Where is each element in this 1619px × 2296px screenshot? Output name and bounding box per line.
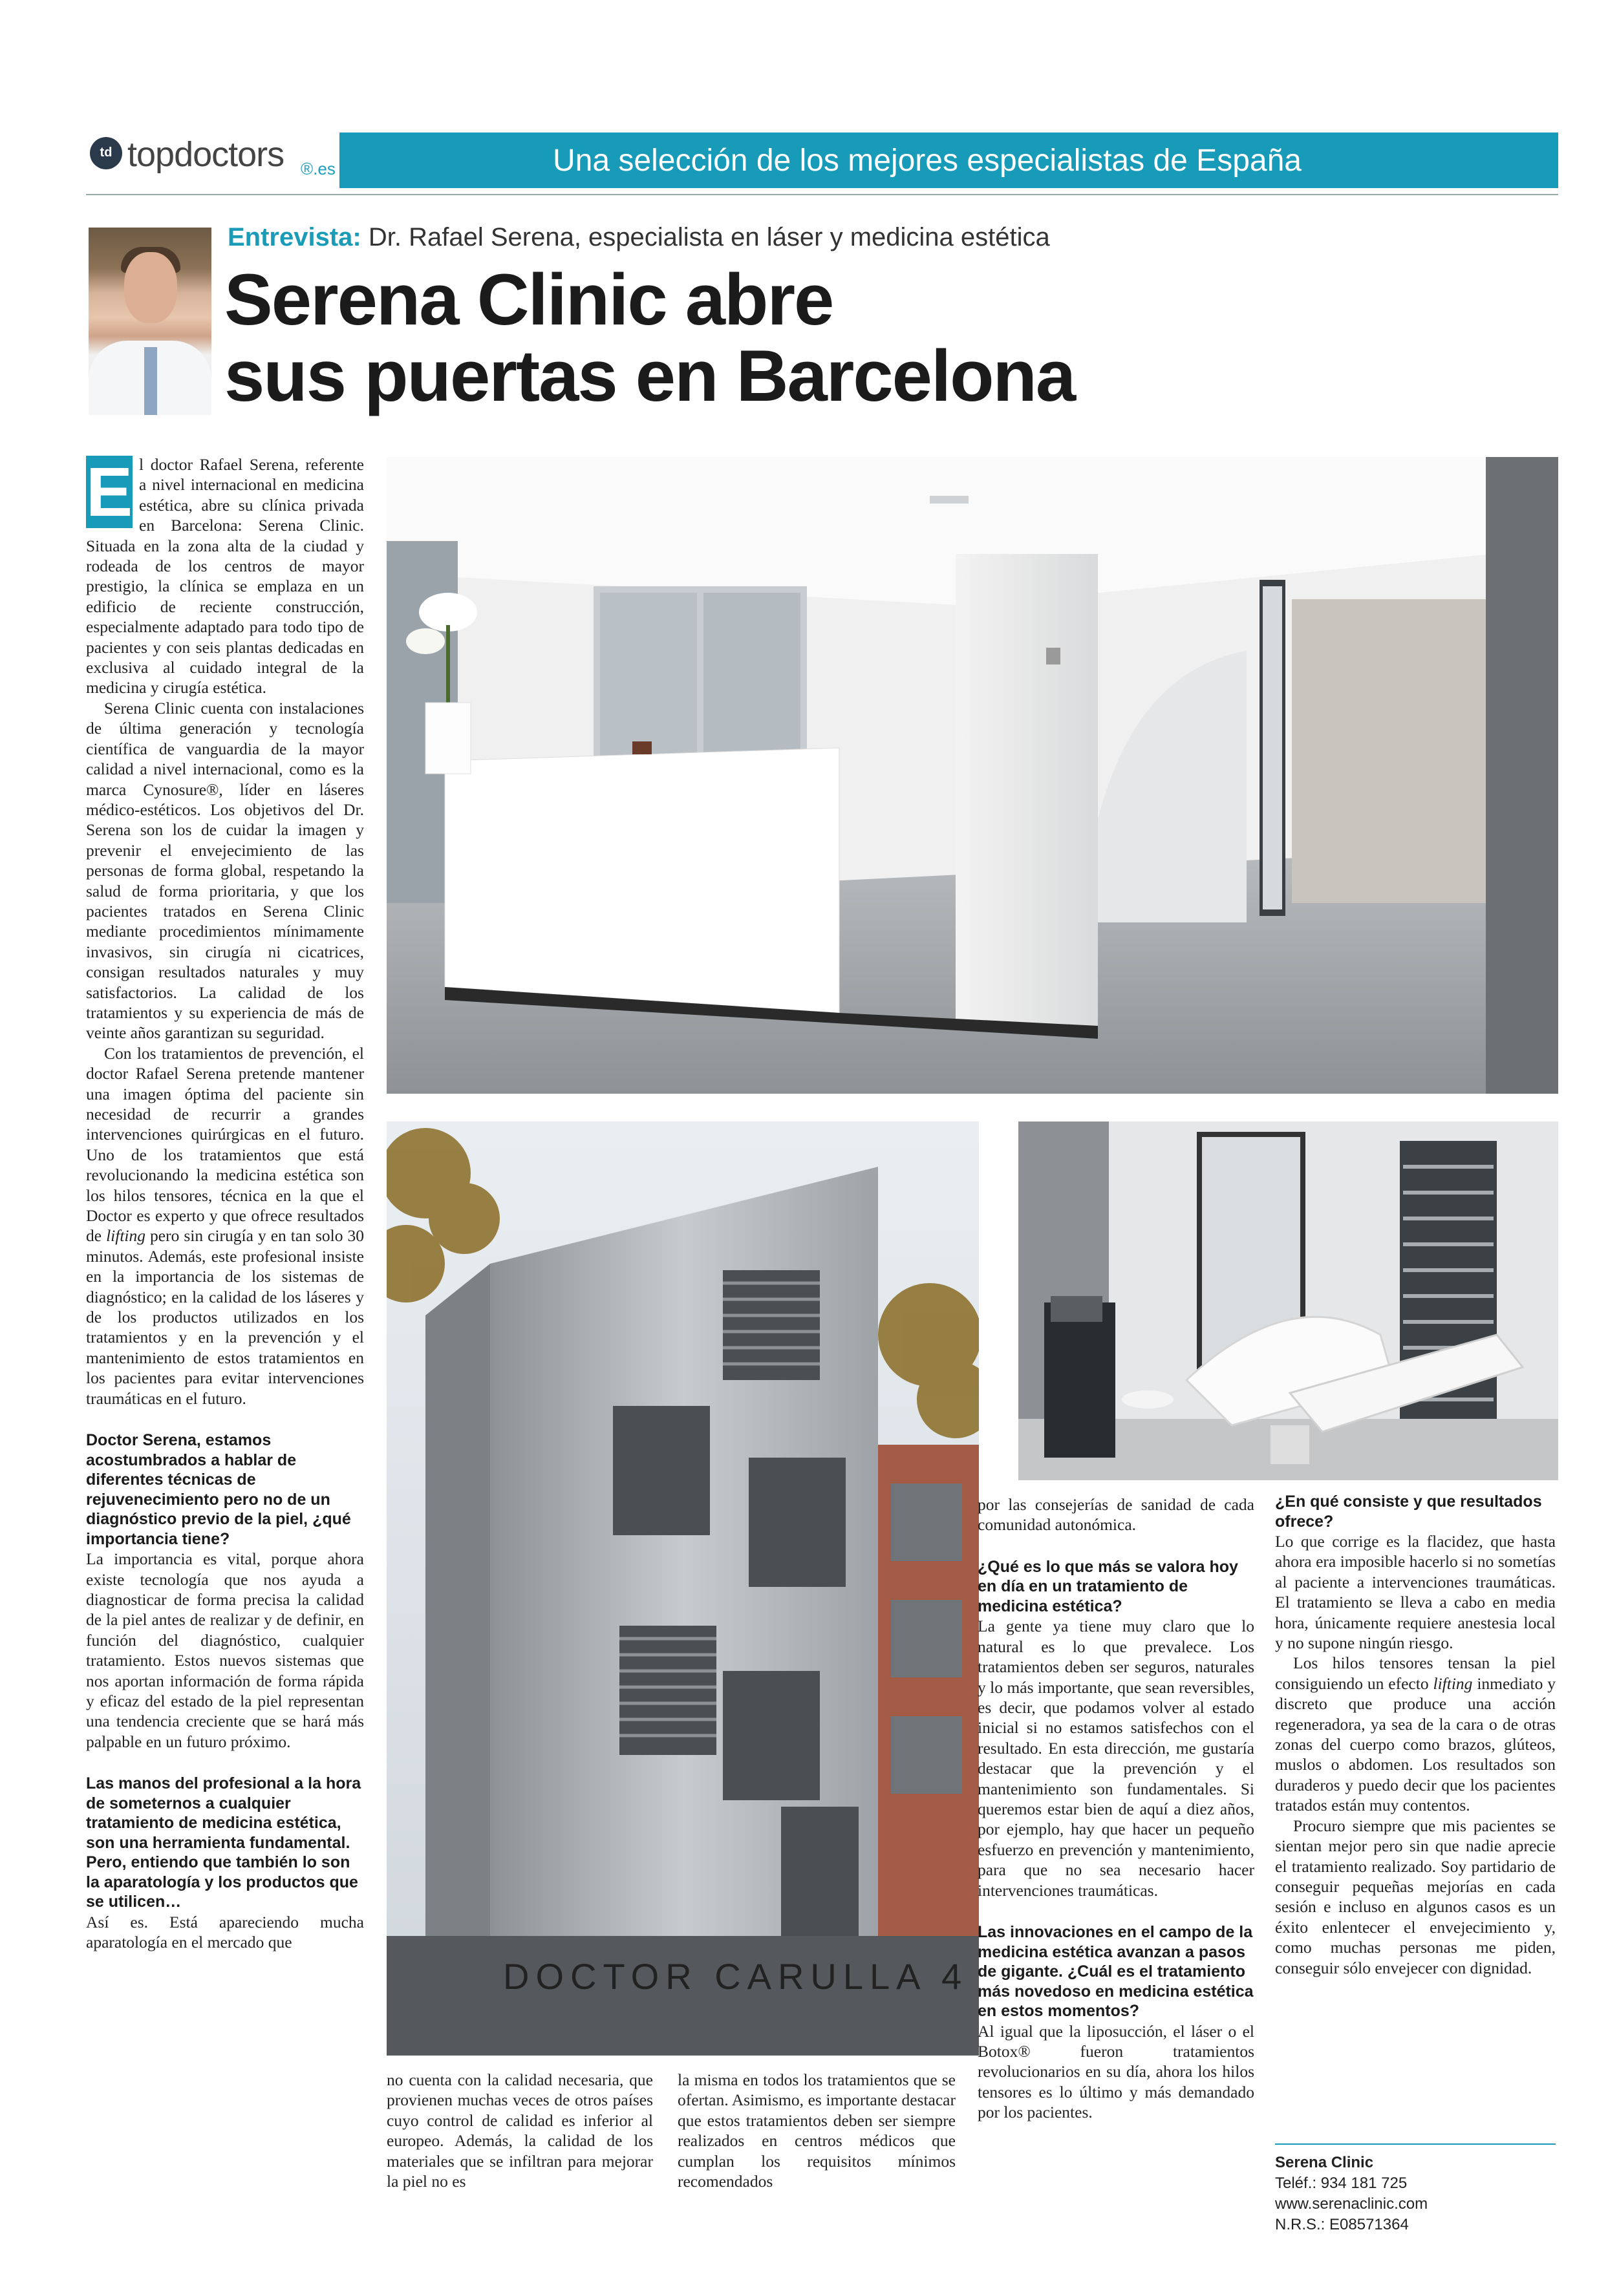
paragraph: E l doctor Rafael Serena, referente a nivel internacional en medicina estética, abre su clínica privada en Barcelona: Serena Clinic. Situada en la zona alta de la ciudad y rodeada de los centros de mayor prestigio, la clínica se emplaza en un edificio de reciente construcción, especialmente adaptado para todo tipo de pacientes y con seis plantas dedicadas en exclusiva al cuidado integral de la medicina y cirugía estética. (86, 452, 364, 697)
paragraph: por las consejerías de sanidad de cada comunidad autonómica. (978, 1495, 1254, 1535)
contact-nrs: N.R.S.: E08571364 (1275, 2216, 1409, 2233)
contact-name: Serena Clinic (1275, 2154, 1374, 2171)
article-column-2 (387, 2070, 653, 2191)
header-banner: Una selección de los mejores especialistas de España (339, 133, 1558, 188)
article-column-5 (1275, 1492, 1556, 1978)
treatment-room-photo (1018, 1121, 1558, 1480)
paragraph: Con los tratamientos de prevención, el doctor Rafael Serena pretende mantener una imagen óptima del paciente sin necesidad de recurrir a grandes intervenciones quirúrgicas en el futuro. Uno de los tratamientos que está revolucionando la medicina estética son los hilos tensores, técnica en la que el Doctor es experto y que ofrece resultados de lifting pero sin cirugía y en tan solo 30 minutos. Además, este profesional insiste en la importancia de los sistemas de diagnóstico; en la calidad de los láseres y de los productos utilizados en los tratamientos y en la prevención y el mantenimiento de estos tratamientos en los pacientes para evitar intervenciones traumáticas en el futuro. (86, 1043, 364, 1408)
paragraph: la misma en todos los tratamientos que se ofertan. Asimismo, es importante destacar que estos tratamientos deben ser siempre realizados en centros médicos que cumplan los requisitos mínimos recomendados (678, 2070, 956, 2191)
header-divider (86, 194, 1558, 195)
article-headline (224, 259, 1259, 416)
kicker-text: Dr. Rafael Serena, especialista en láser y medicina estética (361, 223, 1050, 251)
interview-question: Las manos del profesional a la hora de someternos a cualquier tratamiento de medicina estética, son una herramienta fundamental. Pero, entiendo que también lo son la aparatología y los productos que se utilicen… (86, 1774, 361, 1911)
interview-answer: La gente ya tiene muy claro que lo natural es lo que prevalece. Los tratamientos deben ser seguros, naturales y lo más importante, que sean reversibles, es decir, que podamos volver al estado inicial si no estamos satisfechos con el resultado. En esta dirección, me gustaría destacar que la prevención y el mantenimiento son fundamentales. Si queremos estar bien de aquí a diez años, por ejemplo, hay que hacer un pequeño esfuerzo en prevención y mantenimiento, para que no sea necesario hacer intervenciones traumáticas. (978, 1617, 1254, 1900)
article-column-3 (678, 2070, 956, 2191)
drop-cap: E (86, 452, 133, 531)
interview-answer: Así es. Está apareciendo mucha aparatología en el mercado que (86, 1912, 364, 1952)
headline-line-1: Serena Clinic abre (224, 259, 833, 340)
kicker-label: Entrevista: (228, 223, 361, 251)
contact-phone: Teléf.: 934 181 725 (1275, 2174, 1408, 2192)
interview-answer: Lo que corrige es la flacidez, que hasta ahora era imposible hacerlo si no sometías al paciente a intervenciones traumáticas. El tratamiento se lleva a cabo en media hora, únicamente requiere anestesia local y no supone ningún riesgo. (1275, 1532, 1556, 1653)
article-column-1 (86, 454, 364, 1952)
interview-question: Las innovaciones en el campo de la medicina estética avanzan a pasos de gigante. ¿Cuál es el tratamiento más novedoso en medicina estética en estos momentos? (978, 1923, 1254, 2020)
interview-question: ¿Qué es lo que más se valora hoy en día en un tratamiento de medicina estética? (978, 1557, 1238, 1615)
building-sign: DOCTOR CARULLA 4 (503, 1956, 969, 1997)
doctor-portrait-photo (89, 228, 211, 415)
contact-box (1275, 2152, 1556, 2235)
interview-question: Doctor Serena, estamos acostumbrados a hablar de diferentes técnicas de rejuvenecimiento pero no de un diagnóstico previo de la piel, ¿qué importancia tiene? (86, 1431, 351, 1548)
article-column-4 (978, 1494, 1254, 2123)
reception-photo (387, 457, 1558, 1094)
building-exterior-photo (387, 1121, 979, 2056)
headline-line-2: sus puertas en Barcelona (224, 335, 1075, 416)
logo-badge: td (90, 137, 122, 169)
paragraph: Los hilos tensores tensan la piel consiguiendo un efecto lifting inmediato y discreto que produce una acción regeneradora, ya sea de la cara o de otras zonas del cuerpo como brazos, glúteos, muslos o abdomen. Los resultados son duraderos y puedo decir que los pacientes tratados están muy contentos. (1275, 1653, 1556, 1815)
article-kicker (228, 223, 1050, 252)
contact-divider (1275, 2143, 1556, 2145)
contact-web: www.serenaclinic.com (1275, 2195, 1428, 2213)
logo-suffix: ®.es (301, 159, 336, 178)
logo-word: topdoctors (127, 135, 284, 174)
topdoctors-logo (86, 133, 336, 191)
interview-question: ¿En qué consiste y que resultados ofrece? (1275, 1493, 1542, 1531)
interview-answer: La importancia es vital, porque ahora existe tecnología que nos ayuda a diagnosticar de forma precisa la calidad de la piel antes de realizar y de definir, en función del diagnóstico, cualquier tratamiento. Estos nuevos sistemas que nos aportan información de forma rápida y eficaz del estado de la piel representan una tendencia creciente que se hará más palpable en un futuro próximo. (86, 1549, 364, 1751)
paragraph: Procuro siempre que mis pacientes se sientan mejor pero sin que nadie aprecie el tratamiento realizado. Soy partidario de conseguir pequeñas mejorías en cada sesión e incluso en algunos casos es un éxito enlentecer el envejecimiento y, como muchas personas me piden, conseguir sólo envejecer con dignidad. (1275, 1816, 1556, 1977)
paragraph: no cuenta con la calidad necesaria, que provienen muchas veces de otros países cuyo control de calidad es inferior al europeo. Además, la calidad de los materiales que se infiltran para mejorar la piel no es (387, 2070, 653, 2191)
interview-answer: Al igual que la liposucción, el láser o el Botox® fueron tratamientos revolucionarios en su día, ahora los hilos tensores es lo último y más demandado por los pacientes. (978, 2021, 1254, 2122)
paragraph: Serena Clinic cuenta con instalaciones de última generación y tecnología científica de vanguardia de la mayor calidad a nivel internacional, como es la marca Cynosure®, líder en láseres médico-estéticos. Los objetivos del Dr. Serena son los de cuidar la imagen y prevenir el envejecimiento de las personas de forma global, respetando la salud de forma prioritaria, y que los pacientes tratados en Serena Clinic mediante procedimientos mínimamente invasivos, sin cirugía ni cicatrices, consigan resultados naturales y muy satisfactorios. La calidad de los tratamientos y su experiencia de más de veinte años garantizan su seguridad. (86, 698, 364, 1043)
